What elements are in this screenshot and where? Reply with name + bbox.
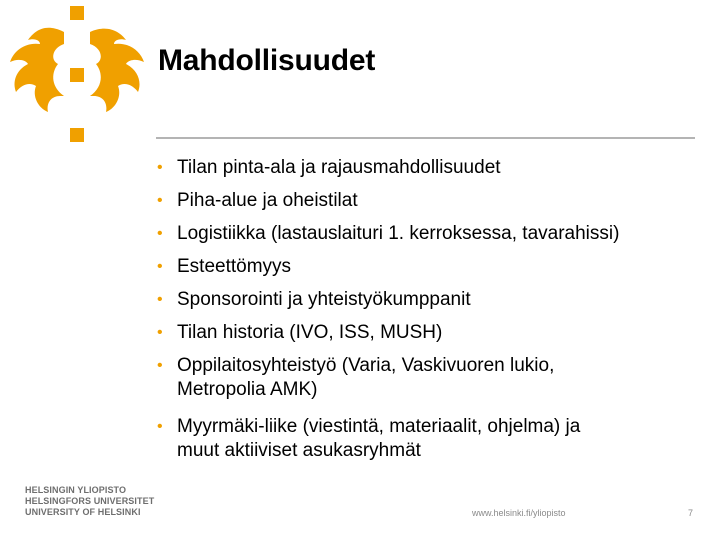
bullet-item — [156, 222, 696, 246]
bullet-item — [156, 255, 696, 279]
bullet-icon: • — [157, 357, 163, 374]
bullet-item — [156, 156, 696, 180]
bullet-text: Logistiikka (lastauslaituri 1. kerroksessa, tavarahissi) — [177, 223, 620, 244]
bullet-icon: • — [157, 159, 163, 176]
bullet-item — [156, 189, 696, 213]
bullet-text-line: Oppilaitosyhteistyö (Varia, Vaskivuoren lukio, — [177, 355, 555, 376]
bullet-text: Piha-alue ja oheistilat — [177, 190, 358, 211]
university-name-line: HELSINGIN YLIOPISTO — [25, 485, 127, 495]
bullet-icon: • — [157, 225, 163, 242]
bullet-text: Esteettömyys — [177, 256, 292, 277]
title-divider — [156, 137, 695, 139]
bullet-text: Sponsorointi ja yhteistyökumppanit — [177, 289, 471, 310]
university-flame-logo-icon — [4, 4, 148, 144]
page-number: 7 — [688, 508, 694, 518]
bullet-item — [156, 415, 696, 463]
bullet-text-line: Metropolia AMK) — [177, 379, 318, 400]
bullet-item — [156, 354, 696, 402]
bullet-text: Tilan pinta-ala ja rajausmahdollisuudet — [177, 157, 501, 178]
bullet-list — [156, 156, 696, 472]
bullet-icon: • — [157, 192, 163, 209]
bullet-item — [156, 321, 696, 345]
bullet-text-line: muut aktiiviset asukasryhmät — [177, 440, 421, 461]
footer-url: www.helsinki.fi/yliopisto — [472, 508, 566, 518]
bullet-item — [156, 288, 696, 312]
university-name-line: HELSINGFORS UNIVERSITET — [25, 496, 155, 506]
bullet-text-line: Myyrmäki-liike (viestintä, materiaalit, ohjelma) ja — [177, 416, 581, 437]
university-name-line: UNIVERSITY OF HELSINKI — [25, 507, 141, 517]
bullet-text: Tilan historia (IVO, ISS, MUSH) — [177, 322, 443, 343]
bullet-icon: • — [157, 418, 163, 435]
university-name — [25, 485, 154, 518]
bullet-icon: • — [157, 324, 163, 341]
bullet-icon: • — [157, 291, 163, 308]
bullet-icon: • — [157, 258, 163, 275]
slide-title: Mahdollisuudet — [158, 44, 376, 77]
